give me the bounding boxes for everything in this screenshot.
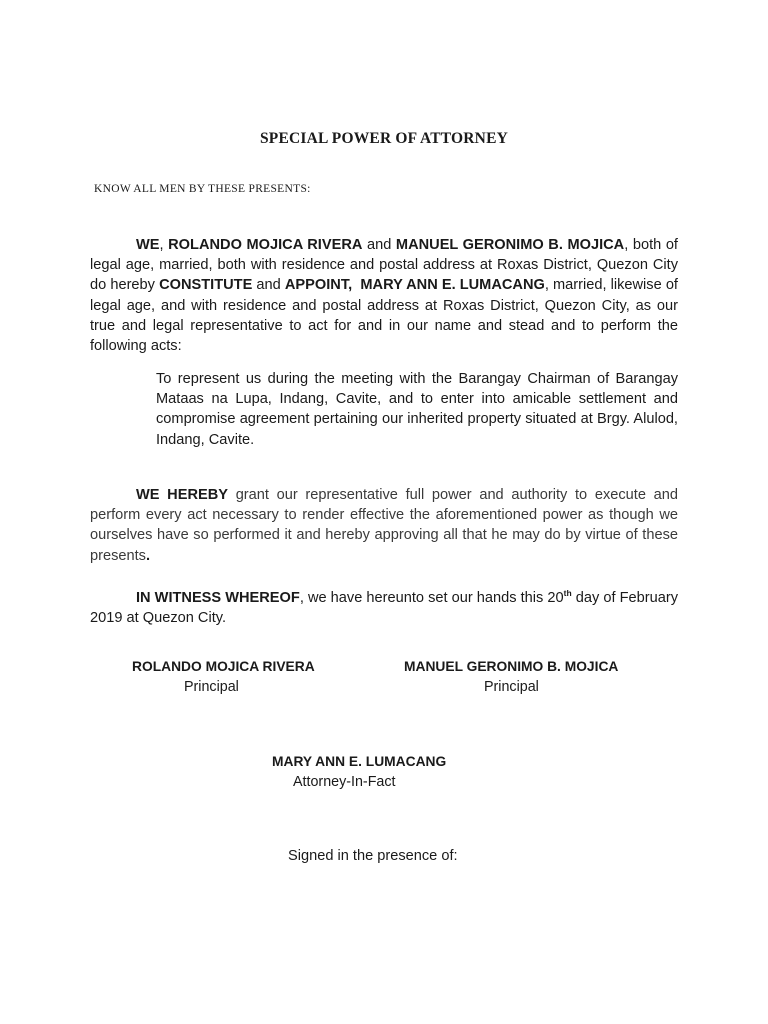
we-hereby-label: WE HEREBY [136,487,229,503]
witness-paragraph [90,583,678,628]
attorney-name: MARY ANN E. LUMACANG [360,277,545,294]
authority-paragraph [90,485,678,566]
we-label: WE [136,237,160,253]
opening-line: KNOW ALL MEN BY THESE PRESENTS: [94,183,311,195]
signatory-name-1: ROLANDO MOJICA RIVERA [132,659,315,674]
constitute-label: CONSTITUTE [159,277,253,294]
principal-name-1: ROLANDO MOJICA RIVERA [168,237,363,253]
text-fragment: and [252,277,285,294]
in-witness-label: IN WITNESS WHEREOF [136,590,300,606]
principal-name-2: MANUEL GERONIMO B. MOJICA [395,237,625,253]
signatory-name-3: MARY ANN E. LUMACANG [272,754,447,769]
signatory-role-1: Principal [184,679,239,695]
text-fragment: , married, likewise of legal age, and with residence and postal address at Roxas District, Quezon City, as our true and legal representative to act for and in our name and stead and to perform the following acts: [90,277,678,355]
text-fragment: , [159,237,169,253]
text-fragment: grant our representative full power and authority to execute and perform every act necessary to render effective the aforementioned power as though we ourselves have so performed it and hereby approving all that he may do by virtue of these presents [90,487,678,564]
signatory-role-2: Principal [484,679,539,695]
witness-line: Signed in the presence of: [288,848,458,864]
text-fragment: . [145,547,151,564]
text-fragment: , both of legal age, married, both with residence and postal address at Roxas District, Quezon City do hereby [90,237,678,294]
text-fragment: day of February 2019 at Quezon City. [90,590,678,627]
signatory-name-2: MANUEL GERONIMO B. MOJICA [404,659,619,674]
signatory-role-3: Attorney-In-Fact [293,774,396,790]
appointment-paragraph [90,235,678,356]
text-fragment: and [362,237,396,253]
text-fragment: , we have hereunto set our hands this 20 [299,590,564,606]
acts-paragraph: To represent us during the meeting with the Barangay Chairman of Barangay Mataas na Lupa, Indang, Cavite, and to enter into amicable settlement and compromise agreement pertaining our inherited property situated at Brgy. Alulod, Indang, Cavite. [156,371,678,448]
document-title: SPECIAL POWER OF ATTORNEY [259,130,509,147]
ordinal-suffix: th [563,588,572,598]
appoint-label: APPOINT, [284,277,353,294]
